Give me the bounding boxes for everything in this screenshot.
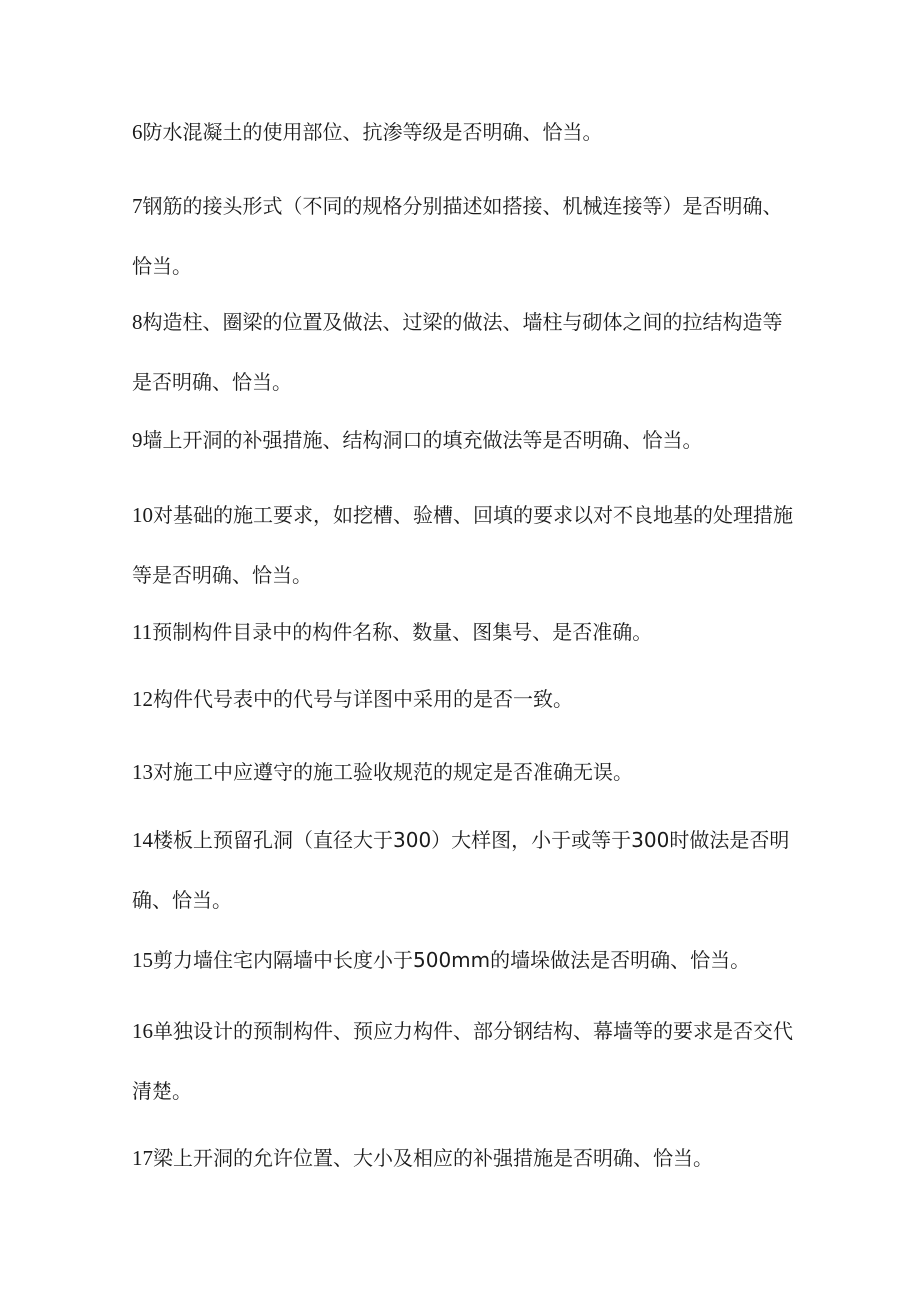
item-number: 16 bbox=[132, 1019, 153, 1043]
list-item-12 bbox=[132, 669, 797, 729]
item-number: 14 bbox=[132, 828, 153, 852]
list-item-11 bbox=[132, 602, 797, 662]
item-text: 钢筋的接头形式（不同的规格分别描述如搭接、机械连接等）是否明确、恰当。 bbox=[132, 194, 783, 278]
item-number: 12 bbox=[132, 687, 153, 711]
item-number: 7 bbox=[132, 194, 143, 218]
list-item-9 bbox=[132, 410, 797, 470]
item-number: 13 bbox=[132, 760, 153, 784]
item-text: 剪力墙住宅内隔墙中长度小于500mm的墙垛做法是否明确、恰当。 bbox=[153, 948, 751, 972]
item-text: 墙上开洞的补强措施、结构洞口的填充做法等是否明确、恰当。 bbox=[142, 428, 703, 452]
item-text: 预制构件目录中的构件名称、数量、图集号、是否准确。 bbox=[152, 620, 653, 644]
item-text: 构造柱、圈梁的位置及做法、过梁的做法、墙柱与砌体之间的拉结构造等是否明确、恰当。 bbox=[132, 310, 783, 394]
item-number: 17 bbox=[132, 1146, 153, 1170]
list-item-10 bbox=[132, 485, 797, 605]
item-number: 10 bbox=[132, 503, 153, 527]
item-number: 11 bbox=[132, 620, 153, 644]
item-text: 梁上开洞的允许位置、大小及相应的补强措施是否明确、恰当。 bbox=[153, 1146, 713, 1170]
list-item-8 bbox=[132, 292, 797, 412]
list-item-7 bbox=[132, 176, 797, 296]
item-number: 9 bbox=[132, 428, 143, 452]
item-text: 楼板上预留孔洞（直径大于300）大样图，小于或等于300时做法是否明确、恰当。 bbox=[132, 828, 790, 912]
item-text: 单独设计的预制构件、预应力构件、部分钢结构、幕墙等的要求是否交代清楚。 bbox=[132, 1019, 793, 1103]
list-item-14 bbox=[132, 810, 797, 930]
item-number: 6 bbox=[132, 120, 143, 144]
item-text: 对施工中应遵守的施工验收规范的规定是否准确无误。 bbox=[153, 760, 633, 784]
item-text: 对基础的施工要求，如挖槽、验槽、回填的要求以对不良地基的处理措施等是否明确、恰当。 bbox=[132, 503, 793, 587]
list-item-6 bbox=[132, 102, 797, 162]
list-item-15 bbox=[132, 930, 797, 990]
item-text: 构件代号表中的代号与详图中采用的是否一致。 bbox=[153, 687, 573, 711]
item-number: 8 bbox=[132, 310, 143, 334]
list-item-17 bbox=[132, 1128, 797, 1188]
item-text: 防水混凝土的使用部位、抗渗等级是否明确、恰当。 bbox=[142, 120, 603, 144]
list-item-16 bbox=[132, 1001, 797, 1121]
list-item-13 bbox=[132, 742, 797, 802]
item-number: 15 bbox=[132, 948, 153, 972]
